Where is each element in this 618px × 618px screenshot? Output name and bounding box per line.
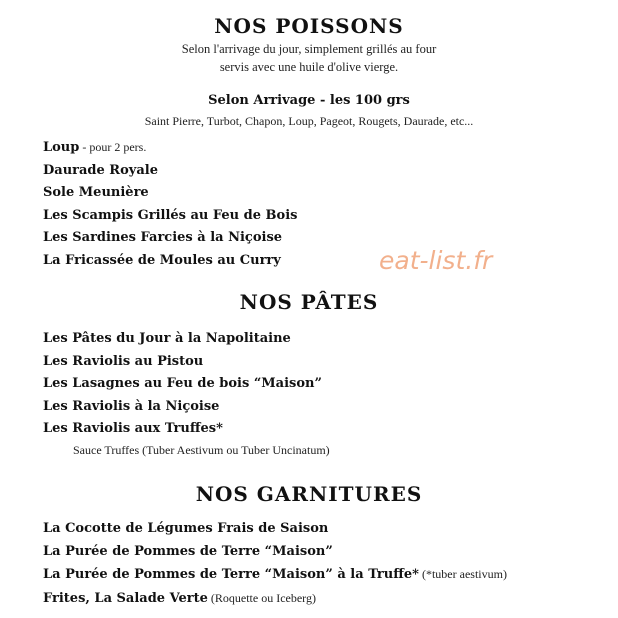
- arrivage-title: Selon Arrivage - les 100 grs: [208, 93, 410, 108]
- menu-item-daurade: [43, 160, 297, 183]
- menu-item-moules: [43, 250, 297, 273]
- menu-item-label: Les Lasagnes au Feu de bois “Maison”: [43, 376, 322, 392]
- menu-item-label: La Purée de Pommes de Terre “Maison”: [43, 543, 333, 559]
- garnitures-list: [43, 518, 507, 610]
- menu-item-label: Les Scampis Grillés au Feu de Bois: [43, 207, 298, 223]
- menu-item-note: - pour 2 pers.: [79, 140, 147, 154]
- menu-item-label: Les Raviolis à la Niçoise: [43, 398, 220, 414]
- menu-item-sole: [43, 182, 297, 205]
- menu-item-note: (Roquette ou Iceberg): [207, 590, 316, 605]
- menu-item-frites-salade: [43, 587, 507, 611]
- poissons-intro-line-1: Selon l'arrivage du jour, simplement grillés au four: [181, 42, 437, 56]
- menu-item-raviolis-pistou: [43, 351, 322, 374]
- section-title-garnitures: NOS GARNITURES: [195, 482, 423, 506]
- poissons-intro-line-2: servis avec une huile d'olive vierge.: [219, 60, 399, 74]
- menu-item-label: Daurade Royale: [43, 162, 158, 178]
- menu-item-note: (*tuber aestivum): [418, 567, 507, 582]
- section-title-poissons: NOS POISSONS: [214, 14, 404, 38]
- menu-item-cocotte-legumes: [43, 518, 507, 541]
- menu-item-label: Les Raviolis au Pistou: [43, 353, 204, 369]
- menu-item-lasagnes: [43, 373, 322, 396]
- menu-item-label: La Fricassée de Moules au Curry: [43, 252, 281, 268]
- menu-item-label: Loup: [43, 140, 80, 155]
- menu-item-label: Sole Meunière: [43, 185, 149, 201]
- menu-item-pates-jour: [43, 328, 322, 351]
- menu-item-puree-maison: [43, 541, 507, 564]
- menu-item-scampis: [43, 205, 297, 228]
- menu-item-label: Les Sardines Farcies à la Niçoise: [43, 230, 283, 246]
- menu-item-raviolis-nicoise: [43, 396, 322, 419]
- section-title-pates: NOS PÂTES: [239, 290, 379, 314]
- menu-item-label: Frites, La Salade Verte: [43, 590, 208, 606]
- menu-item-sardines: [43, 227, 297, 250]
- menu-item-label: La Cocotte de Légumes Frais de Saison: [43, 521, 329, 536]
- watermark-logo: eat-list.fr: [379, 246, 493, 275]
- menu-item-raviolis-truffes: [43, 418, 322, 441]
- arrivage-fish-list: Saint Pierre, Turbot, Chapon, Loup, Pageot, Rougets, Daurade, etc...: [144, 114, 474, 128]
- pates-list: [43, 328, 322, 441]
- menu-item-label: La Purée de Pommes de Terre “Maison” à la Truffe*: [43, 567, 419, 583]
- menu-item-label: Les Raviolis aux Truffes*: [43, 421, 223, 437]
- truffle-sauce-note: Sauce Truffes (Tuber Aestivum ou Tuber Uncinatum): [73, 443, 330, 457]
- menu-item-puree-truffe: [43, 563, 507, 587]
- menu-item-loup: [43, 136, 297, 160]
- poissons-list: [43, 136, 297, 273]
- menu-item-label: Les Pâtes du Jour à la Napolitaine: [43, 331, 291, 346]
